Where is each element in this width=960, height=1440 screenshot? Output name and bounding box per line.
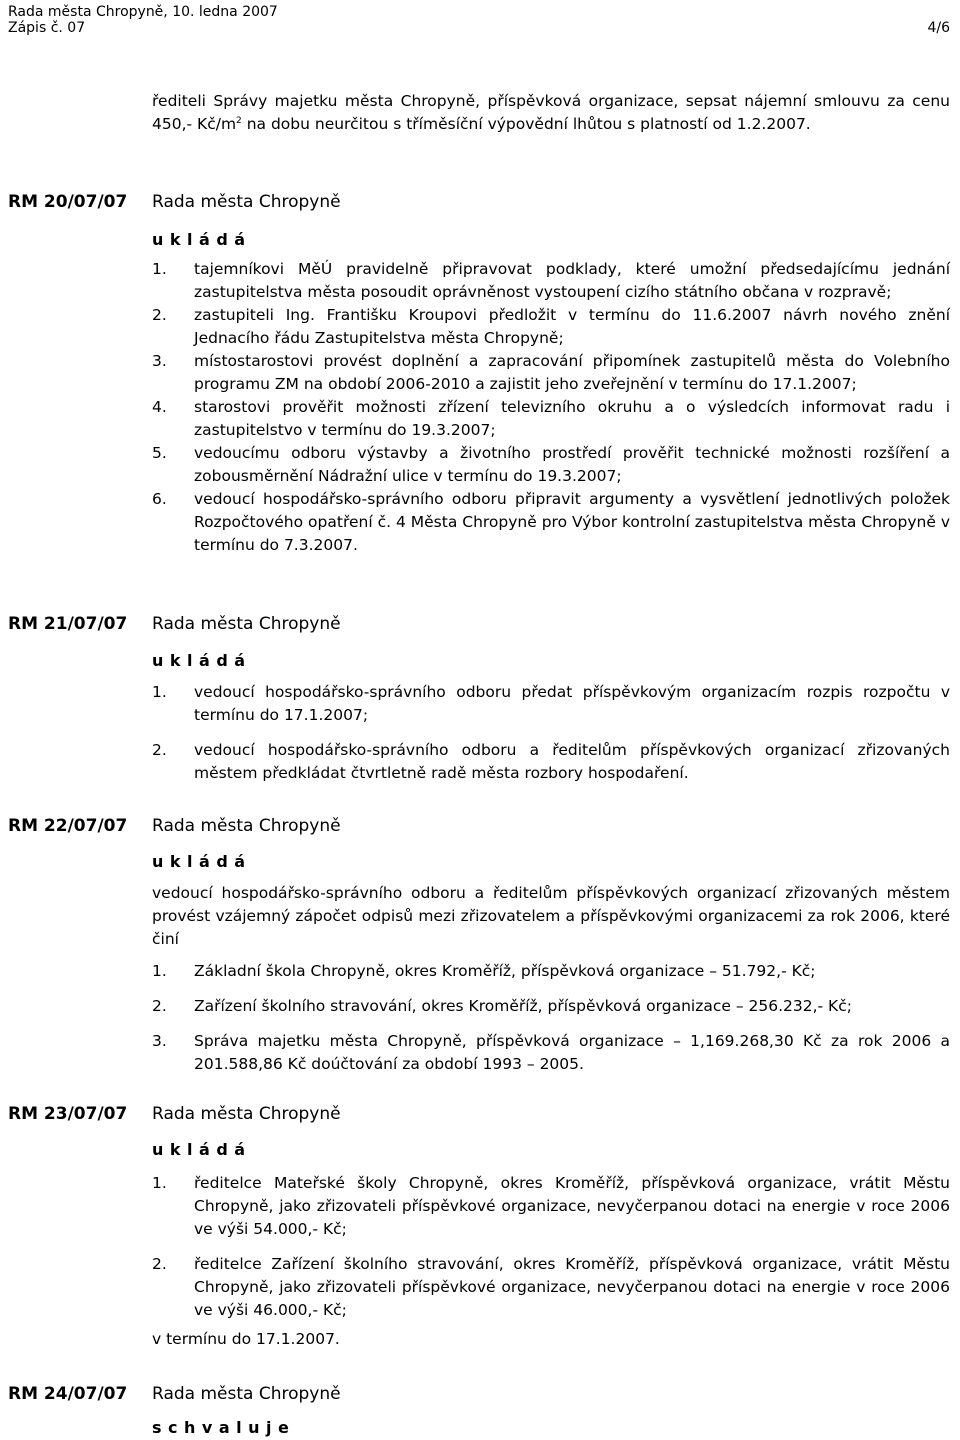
item-text: Správa majetku města Chropyně, příspěvková organizace – 1,169.268,30 Kč za rok 2006 a 201.588,86 Kč doúčtování za období 1993 – 2005.: [194, 1032, 950, 1073]
intro-text-part1: řediteli Správy majetku města Chropyně, příspěvková organizace, sepsat nájemní smlouvu za cenu 450,- Kč/m: [152, 92, 950, 133]
item-number: 1.: [152, 260, 167, 278]
item-text: vedoucí hospodářsko-správního odboru předat příspěvkovým organizacím rozpis rozpočtu v termínu do 17.1.2007;: [194, 683, 950, 724]
item-number: 3.: [152, 352, 167, 370]
council-heading: Rada města Chropyně: [152, 816, 341, 836]
resolution-items: [152, 1172, 950, 1334]
deadline-text: v termínu do 17.1.2007.: [152, 1330, 340, 1348]
item-number: 2.: [152, 997, 167, 1015]
resolution-verb: ukládá: [152, 230, 252, 249]
list-item: [152, 995, 950, 1018]
item-number: 1.: [152, 1174, 167, 1192]
list-item: [152, 681, 950, 727]
list-item: [152, 304, 950, 350]
item-text: Základní škola Chropyně, okres Kroměříž, příspěvková organizace – 51.792,- Kč;: [194, 962, 816, 980]
council-heading: Rada města Chropyně: [152, 614, 341, 634]
resolution-number: RM 20/07/07: [8, 192, 128, 212]
intro-text-part2: na dobu neurčitou s tříměsíční výpovědní lhůtou s platností od 1.2.2007.: [241, 115, 811, 133]
resolution-verb: ukládá: [152, 651, 252, 670]
item-text: vedoucí hospodářsko-správního odboru a ředitelům příspěvkových organizací zřizovaných městem předkládat čtvrtletně radě města rozbory hospodaření.: [194, 741, 950, 782]
item-number: 2.: [152, 1255, 167, 1273]
list-item: [152, 1030, 950, 1076]
item-text: vedoucí hospodářsko-správního odboru připravit argumenty a vysvětlení jednotlivých položek Rozpočtového opatření č. 4 Města Chropyně pro Výbor kontrolní zastupitelstva města Chropyně v termínu do 7.3.2007.: [194, 490, 950, 554]
intro-paragraph: [152, 90, 950, 136]
item-number: 3.: [152, 1032, 167, 1050]
resolution-intro: vedoucí hospodářsko-správního odboru a ředitelům příspěvkových organizací zřizovaných městem provést vzájemný zápočet odpisů mezi zřizovatelem a příspěvkovými organizacemi za rok 2006, které činí: [152, 884, 950, 948]
resolution-verb: ukládá: [152, 852, 252, 871]
item-number: 2.: [152, 306, 167, 324]
item-text: místostarostovi provést doplnění a zapracování připomínek zastupitelů města do Volebního programu ZM na období 2006-2010 a zajistit jeho zveřejnění v termínu do 17.1.2007;: [194, 352, 950, 393]
council-heading: Rada města Chropyně: [152, 1384, 341, 1404]
council-heading: Rada města Chropyně: [152, 1104, 341, 1124]
item-number: 4.: [152, 398, 167, 416]
resolution-number: RM 22/07/07: [8, 816, 128, 836]
item-text: starostovi prověřit možnosti zřízení televizního okruhu a o výsledcích informovat radu i zastupitelstvo v termínu do 19.3.2007;: [194, 398, 950, 439]
item-number: 5.: [152, 444, 167, 462]
council-heading: Rada města Chropyně: [152, 192, 341, 212]
header-minutes-number: Zápis č. 07: [8, 20, 86, 36]
resolution-items: [152, 681, 950, 797]
item-number: 1.: [152, 962, 167, 980]
list-item: [152, 396, 950, 442]
list-item: [152, 488, 950, 557]
header-title: Rada města Chropyně, 10. ledna 2007: [8, 4, 278, 20]
item-text: Zařízení školního stravování, okres Kroměříž, příspěvková organizace – 256.232,- Kč;: [194, 997, 852, 1015]
resolution-number: RM 23/07/07: [8, 1104, 128, 1124]
resolution-items: [152, 960, 950, 1088]
resolution-items: [152, 258, 950, 557]
resolution-verb: ukládá: [152, 1140, 252, 1159]
resolution-number: RM 24/07/07: [8, 1384, 128, 1404]
resolution-verb: schvaluje: [152, 1418, 296, 1437]
item-text: ředitelce Mateřské školy Chropyně, okres Kroměříž, příspěvková organizace, vrátit Městu Chropyně, jako zřizovateli příspěvkové organizace, nevyčerpanou dotaci na energie v roce 2006 ve výši 54.000,- Kč;: [194, 1174, 950, 1238]
list-item: [152, 258, 950, 304]
item-text: tajemníkovi MěÚ pravidelně připravovat podklady, které umožní předsedajícímu jednání zastupitelstva města posoudit oprávněnost vystoupení cizího státního občana v rozpravě;: [194, 260, 950, 301]
list-item: [152, 442, 950, 488]
list-item: [152, 350, 950, 396]
list-item: [152, 960, 950, 983]
list-item: [152, 1172, 950, 1241]
page-number: 4/6: [927, 20, 950, 36]
list-item: [152, 739, 950, 785]
intro-superscript: 2: [236, 115, 242, 126]
item-number: 1.: [152, 683, 167, 701]
resolution-number: RM 21/07/07: [8, 614, 128, 634]
item-number: 2.: [152, 741, 167, 759]
list-item: [152, 1253, 950, 1322]
item-text: ředitelce Zařízení školního stravování, okres Kroměříž, příspěvková organizace, vrátit Městu Chropyně, jako zřizovateli příspěvkové organizace, nevyčerpanou dotaci na energie v roce 2006 ve výši 46.000,- Kč;: [194, 1255, 950, 1319]
item-number: 6.: [152, 490, 167, 508]
item-text: zastupiteli Ing. Františku Kroupovi předložit v termínu do 11.6.2007 návrh nového znění Jednacího řádu Zastupitelstva města Chropyně;: [194, 306, 950, 347]
item-text: vedoucímu odboru výstavby a životního prostředí prověřit technické možnosti rozšíření a zobousměrnění Nádražní ulice v termínu do 19.3.2007;: [194, 444, 950, 485]
